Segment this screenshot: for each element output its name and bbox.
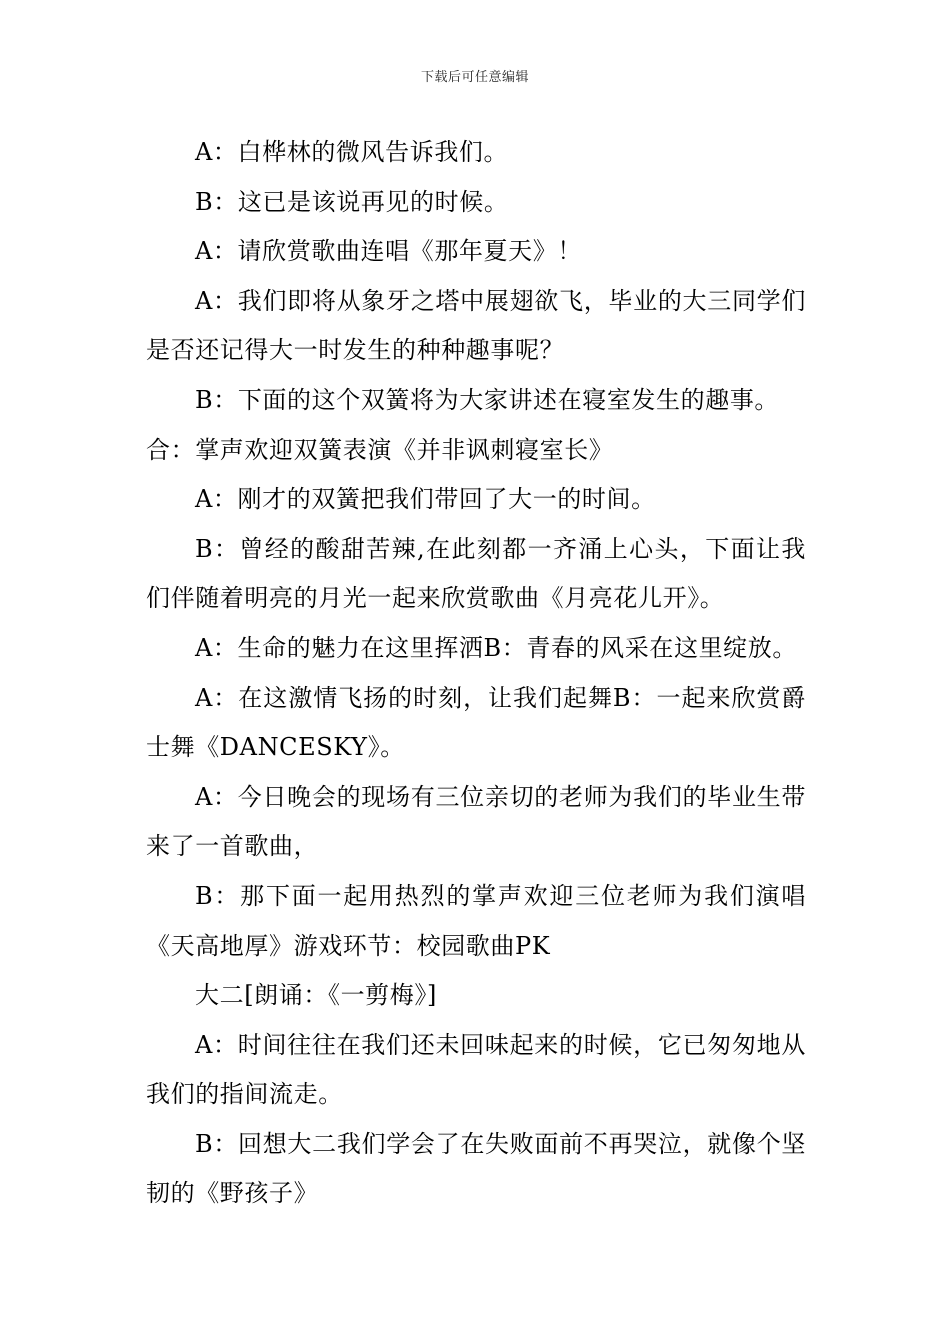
paragraph-10: A：在这激情飞扬的时刻，让我们起舞B：一起来欣赏爵士舞《DANCESKY》。 [146,683,806,762]
paragraph-11: A：今日晚会的现场有三位亲切的老师为我们的毕业生带来了一首歌曲， [146,782,806,861]
paragraph-2: B：这已是该说再见的时候。 [195,187,509,216]
paragraph-6: 合：掌声欢迎双簧表演《并非讽刺寝室长》 [146,435,614,464]
paragraph-5: B：下面的这个双簧将为大家讲述在寝室发生的趣事。 [195,385,780,414]
paragraph-14: A：时间往往在我们还未回味起来的时候，它已匆匆地从我们的指间流走。 [146,1030,806,1109]
paragraph-7: A：刚才的双簧把我们带回了大一的时间。 [195,485,656,514]
paragraph-1: A：白桦林的微风告诉我们。 [195,138,509,166]
paragraph-3: A：请欣赏歌曲连唱《那年夏天》！ [195,237,582,266]
paragraph-4: A：我们即将从象牙之塔中展翅欲飞，毕业的大三同学们是否还记得大一时发生的种种趣事呢？ [146,286,806,365]
paragraph-15: B：回想大二我们学会了在失败面前不再哭泣，就像个坚韧的《野孩子》 [146,1129,806,1208]
paragraph-12: B：那下面一起用热烈的掌声欢迎三位老师为我们演唱《天高地厚》游戏环节：校园歌曲PK [146,881,806,960]
paragraph-13: 大二[朗诵：《一剪梅》] [195,981,437,1010]
paragraph-9: A：生命的魅力在这里挥洒B：青春的风采在这里绽放。 [195,633,797,662]
paragraph-8: B：曾经的酸甜苦辣,在此刻都一齐涌上心头，下面让我们伴随着明亮的月光一起来欣赏歌曲《月亮花儿开》。 [146,534,806,613]
document-body [146,128,806,1219]
page-header-note: 下载后可任意编辑 [420,70,529,85]
